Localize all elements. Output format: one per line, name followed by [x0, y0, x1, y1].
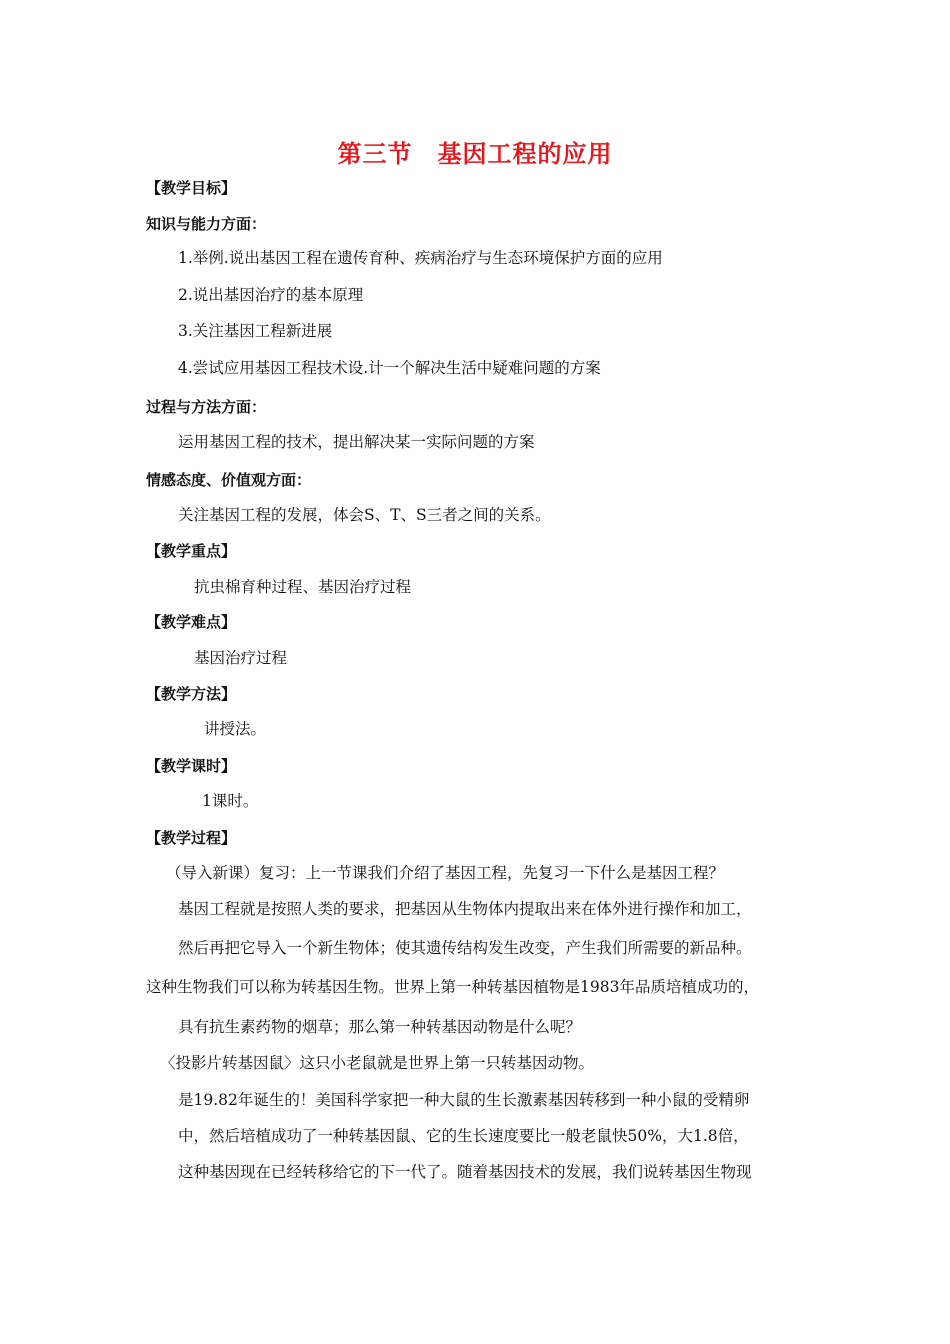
procedure-line: 这种基因现在已经转移给它的下一代了。随着基因技术的发展，我们说转基因生物现: [178, 1163, 752, 1181]
page-title: 第三节 基因工程的应用: [337, 140, 613, 168]
procedure-line: 〈投影片转基因鼠〉这只小老鼠就是世界上第一只转基因动物。: [160, 1054, 595, 1072]
procedure-line: 是19.82年诞生的！美国科学家把一种大鼠的生长激素基因转移到一种小鼠的受精卵: [178, 1091, 750, 1109]
process-heading: 过程与方法方面：: [146, 398, 267, 416]
key-text: 抗虫棉育种过程、基因治疗过程: [194, 578, 412, 596]
key-heading: 【教学重点】: [146, 542, 237, 560]
procedure-line: 中，然后培植成功了一种转基因鼠、它的生长速度要比一般老鼠快50%，大1.8倍，: [178, 1127, 749, 1145]
difficulty-text: 基因治疗过程: [194, 649, 288, 667]
method-heading: 【教学方法】: [146, 685, 237, 703]
method-text: 讲授法。: [204, 720, 267, 738]
knowledge-item: 2.说出基因治疗的基本原理: [178, 286, 364, 304]
difficulty-heading: 【教学难点】: [146, 613, 237, 631]
procedure-line: 基因工程就是按照人类的要求，把基因从生物体内提取出来在体外进行操作和加工，: [178, 900, 752, 918]
hours-heading: 【教学课时】: [146, 757, 237, 775]
knowledge-item: 1.举例.说出基因工程在遗传育种、疾病治疗与生态环境保护方面的应用: [178, 249, 663, 267]
process-text: 运用基因工程的技术，提出解决某一实际问题的方案: [178, 433, 535, 451]
procedure-line: 然后再把它导入一个新生物体；使其遗传结构发生改变，产生我们所需要的新品种。: [178, 939, 752, 957]
knowledge-item: 3.关注基因工程新进展: [178, 322, 333, 340]
goals-heading: 【教学目标】: [146, 179, 237, 197]
knowledge-heading: 知识与能力方面：: [146, 215, 267, 233]
procedure-line: （导入新课）复习：上一节课我们介绍了基因工程，先复习一下什么是基因工程？: [166, 864, 725, 882]
procedure-line: 具有抗生素药物的烟草；那么第一种转基因动物是什么呢？: [178, 1018, 582, 1036]
procedure-heading: 【教学过程】: [146, 829, 237, 847]
hours-text: 1课时。: [202, 792, 259, 810]
emotion-text: 关注基因工程的发展，体会S、T、S三者之间的关系。: [178, 506, 551, 524]
procedure-line: 这种生物我们可以称为转基因生物。世界上第一种转基因植物是1983年品质培植成功的，: [146, 978, 759, 996]
emotion-heading: 情感态度、价值观方面：: [146, 471, 312, 489]
knowledge-item: 4.尝试应用基因工程技术设.计一个解决生活中疑难问题的方案: [178, 359, 601, 377]
